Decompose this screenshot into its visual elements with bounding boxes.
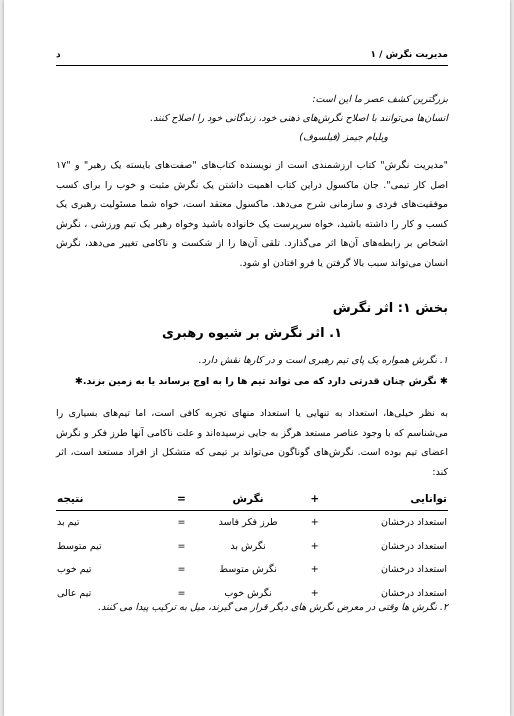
table-row	[56, 535, 448, 559]
header-title: مدیریت نگرش / ۱	[370, 50, 448, 60]
cell-result: تیم بد	[57, 517, 80, 529]
cell-result: تیم متوسط	[57, 540, 102, 552]
point-2: ۲. نگرش ها وقتی در معرض نگرش های دیگر قرار می گیرند، میل به ترکیب پیدا می کنند.	[98, 602, 448, 613]
cell-ability: استعداد درخشان	[381, 540, 447, 552]
subsection-title: ۱. اثر نگرش بر شیوه رهبری	[161, 326, 343, 341]
cell-equals: =	[177, 540, 186, 552]
cell-plus: +	[310, 587, 319, 599]
header-attitude: نگرش	[197, 488, 299, 511]
attitude-table	[56, 488, 448, 605]
cell-attitude: نگرش متوسط	[219, 564, 277, 576]
running-header	[56, 50, 448, 64]
cell-ability: استعداد درخشان	[381, 517, 447, 529]
cell-equals: =	[177, 587, 186, 599]
cell-plus: +	[310, 540, 319, 552]
intro-paragraph: "مدیریت نگرش" کتاب ارزشمندی است از نویسنده کتاب‌های "صفت‌های بایسته یک رهبر" و "۱۷ اصل کار تیمی". جان ماکسول دراین کتاب اهمیت داشتن یک نگرش مثبت و خوب را برای کسب موفقیت‌های فردی و سازمانی شرح می‌دهد. ماکسول معتقد است، خواه شما مسئولیت رهبری یک کسب و کار را داشته باشید، خواه سرپرست یک خانواده باشید وخواه رهبر یک تیم ورزشی ، نگرش اشخاص بر رابطه‌های آن‌ها اثر می‌گذارد. تلقی آن‌ها را از شکست و ناکامی تغییر می‌دهد، نگرش انسان می‌تواند سبب بالا گرفتن یا فرو افتادن او شود.	[56, 160, 448, 269]
header-result: نتیجه	[56, 488, 166, 511]
body-paragraph: به نظر خیلی‌ها، استعداد به تنهایی یا استعداد منهای تجربه کافی است، اما تیم‌های بسیاری را می‌شناسم که با وجود عناصر مستعد هرگز به جایی نرسیده‌اند و علت ناکامی آنها طرز فکر و نگرش اعضای تیم بوده است. نگرش‌های گوناگون می‌تواند بر تیمی که متشکل از افراد مستعد است، اثر کند:	[56, 408, 448, 478]
cell-result: تیم خوب	[57, 564, 92, 576]
header-edge-mark: د	[56, 50, 61, 60]
cell-ability: استعداد درخشان	[381, 587, 447, 599]
header-ability: توانایی	[330, 488, 448, 511]
cell-attitude: طرز فکر فاسد	[218, 517, 278, 529]
cell-equals: =	[177, 517, 186, 529]
highlight-statement: ✱ نگرش چنان قدرتی دارد که می تواند تیم ها را به اوج برساند یا به زمین بزند.✱	[74, 376, 448, 387]
cell-equals: =	[177, 564, 186, 576]
table-row	[56, 511, 448, 535]
cell-attitude: نگرش بد	[230, 540, 266, 552]
cell-plus: +	[310, 564, 319, 576]
table-row	[56, 558, 448, 582]
cell-attitude: نگرش خوب	[224, 587, 272, 599]
section-title: بخش ۱: اثر نگرش	[332, 301, 448, 316]
epigraph-quote	[96, 90, 448, 147]
document-page	[4, 0, 510, 716]
quote-line-2: انسان‌ها می‌توانند با اصلاح نگرش‌های ذهنی خود، زندگانی خود را اصلاح کنند.	[150, 113, 448, 124]
cell-plus: +	[310, 517, 319, 529]
header-plus: +	[299, 488, 330, 511]
header-rule	[56, 65, 448, 66]
point-1: ۱. نگرش همواره یک پای تیم رهبری است و در کارها نقش دارد.	[198, 355, 448, 366]
header-equals: =	[166, 488, 197, 511]
cell-result: تیم عالی	[57, 587, 92, 599]
cell-ability: استعداد درخشان	[381, 564, 447, 576]
table-header-row	[56, 488, 448, 511]
quote-line-1: بزرگترین کشف عصر ما این است:	[312, 94, 448, 105]
quote-author: ویلیام جیمز (فیلسوف)	[299, 132, 388, 143]
